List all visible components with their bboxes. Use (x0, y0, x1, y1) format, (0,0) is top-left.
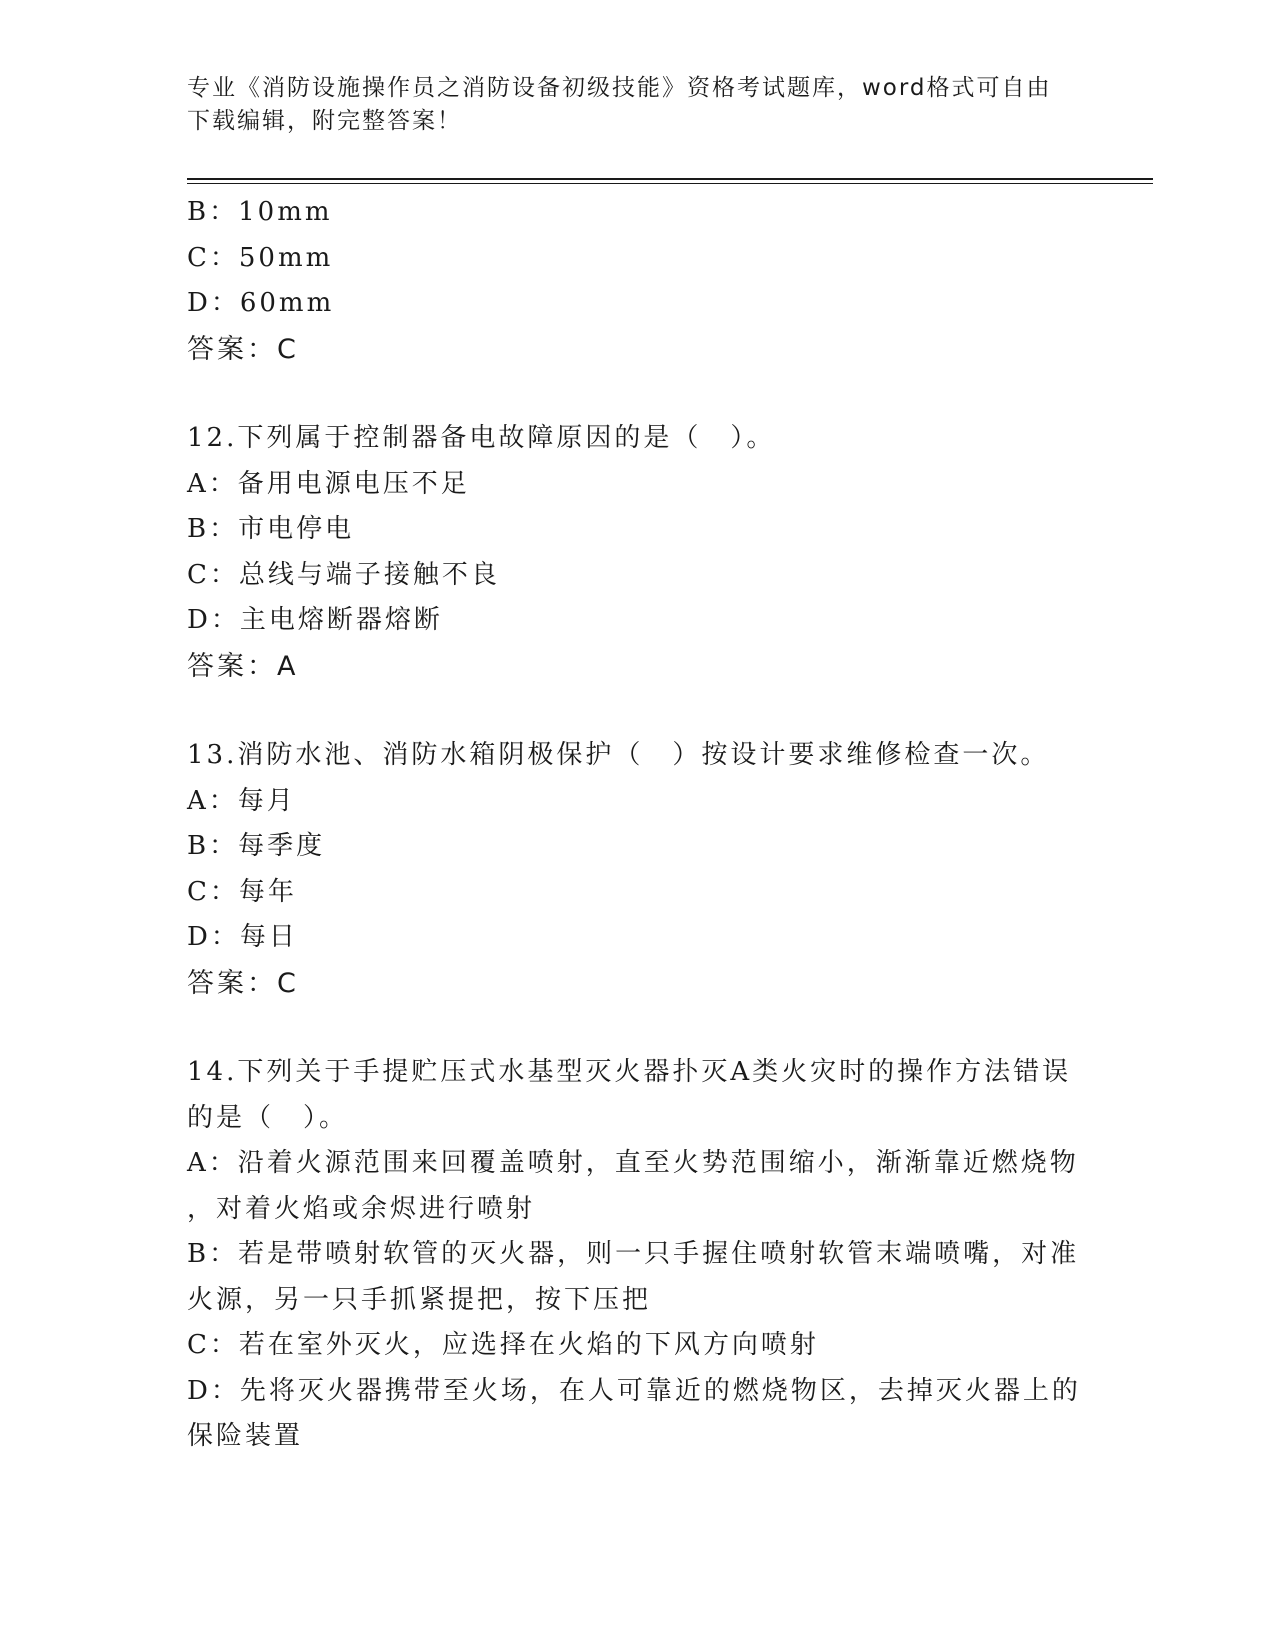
question-14-stem-cont: 的是（ ）。 (187, 1102, 349, 1133)
option-d: D：60mm (187, 288, 335, 318)
option-c: C：总线与端子接触不良 (187, 559, 500, 590)
header-divider-thin (187, 183, 1153, 184)
question-content (187, 190, 1081, 1460)
question-13-stem: 13.消防水池、消防水箱阴极保护（ ）按设计要求维修检查一次。 (187, 740, 1050, 770)
option-a: A：沿着火源范围来回覆盖喷射，直至火势范围缩小，渐渐靠近燃烧物 (187, 1148, 1079, 1178)
page-header: 专业《消防设施操作员之消防设备初级技能》资格考试题库，word格式可自由下载编辑，附完整答案！ (187, 75, 1052, 134)
option-b: B：若是带喷射软管的灭火器，则一只手握住喷射软管末端喷嘴，对准 (187, 1239, 1080, 1269)
option-d: D：主电熔断器熔断 (187, 605, 443, 635)
answer-label: 答案：C (187, 967, 299, 999)
header-divider (187, 178, 1153, 180)
option-c: C：若在室外灭火，应选择在火焰的下风方向喷射 (187, 1330, 819, 1360)
option-b: B：每季度 (187, 831, 326, 861)
option-a: A：每月 (187, 785, 296, 816)
option-a: A：备用电源电压不足 (187, 468, 470, 499)
option-d: D：先将灭火器携带至火场，在人可靠近的燃烧物区，去掉灭火器上的 (187, 1375, 1081, 1406)
option-b: B：市电停电 (187, 514, 355, 544)
option-a-cont: ，对着火焰或余烬进行喷射 (187, 1193, 536, 1224)
answer-label: 答案：C (187, 333, 299, 365)
option-b: B：10mm (187, 197, 333, 227)
option-d-cont: 保险装置 (187, 1421, 304, 1451)
option-b-cont: 火源，另一只手抓紧提把，按下压把 (187, 1284, 652, 1315)
answer-label: 答案：A (187, 650, 299, 682)
option-c: C：50mm (187, 242, 334, 273)
question-14-stem: 14.下列关于手提贮压式水基型灭火器扑灭A类火灾时的操作方法错误 (187, 1057, 1072, 1087)
question-12-stem: 12.下列属于控制器备电故障原因的是（ ）。 (187, 423, 776, 453)
option-d: D：每日 (187, 922, 298, 952)
option-c: C：每年 (187, 876, 297, 907)
